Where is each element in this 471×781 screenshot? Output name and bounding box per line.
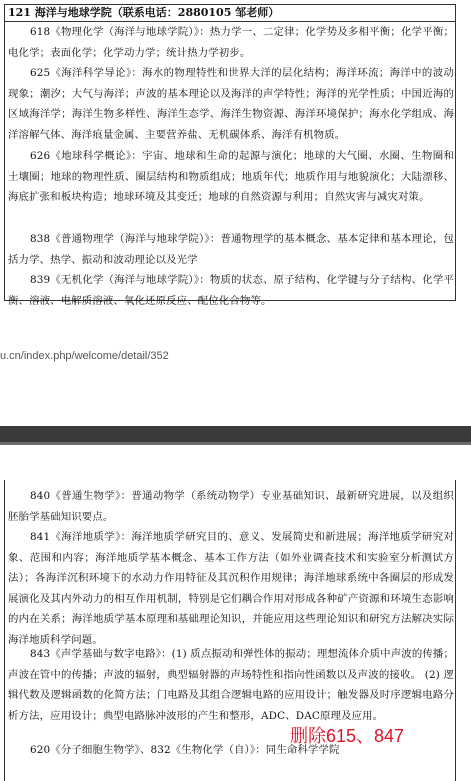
document-page-top bbox=[0, 0, 471, 330]
page-gap bbox=[0, 368, 471, 426]
page-separator-shadow bbox=[0, 442, 471, 445]
college-header: 121 海洋与地球学院（联系电话：2880105 邹老师） bbox=[4, 4, 456, 22]
course-626: 626《地球科学概论》：宇宙、地球和生命的起源与演化；地球的大气圈、水圈、生物圈和土壤圈；地球的物理性质、圈层结构和物质组成；地质年代；地质作用与地貌演化；大陆漂移、海底扩张和板块构造；地球环境及其变迁；地球的自然资源与利用；自然灾害与减灾对策。 bbox=[8, 150, 454, 204]
course-838: 838《普通物理学（海洋与地球学院）》：普通物理学的基本概念、基本定律和基本理论，包括力学、热学、振动和波动理论以及光学 bbox=[8, 233, 454, 266]
course-620-832: 620《分子细胞生物学》、832《生物化学（自）》：同生命科学学院 bbox=[30, 744, 340, 756]
page-separator bbox=[0, 426, 471, 442]
handwritten-annotation: 删除615、847 bbox=[290, 726, 405, 746]
course-625: 625《海洋科学导论》：海水的物理特性和世界大洋的层化结构；海洋环流；海洋中的波动现象；潮汐；大气与海洋；声波的基本理论以及海洋的声学特性；海洋的光学性质；中国近海的区域海洋学；海洋生物多样性、海洋生态学、海洋生物资源、海洋环境保护；海水化学组成、海洋溶解气体、海洋痕量金属、主要营养盐、无机碳体系、海洋有机物质。 bbox=[8, 67, 454, 141]
course-843: 843《声学基础与数字电路》：(1) 质点振动和弹性体的振动；理想流体介质中声波的传播；声波在管中的传播；声波的辐射，典型辐射器的声场特性和指向性函数以及声波的接收。 (2) 逻辑代数及逻辑函数的化简方法；门电路及其组合逻辑电路的应用设计；触发器及时序逻辑电路分析方法，应用设计；典型电路脉冲波形的产生和整形，ADC、DAC原理及应用。 bbox=[8, 648, 454, 722]
course-839: 839《无机化学（海洋与地球学院）》：物质的状态、原子结构、化学键与分子结构、化学平衡、溶液、电解质溶液、氧化还原反应、配位化合物等。 bbox=[8, 274, 454, 307]
course-840: 840《普通生物学》：普通动物学（系统动物学）专业基础知识、最新研究进展，以及组织胚胎学基础知识要点。 bbox=[8, 490, 454, 523]
source-url: u.cn/index.php/welcome/detail/352 bbox=[0, 350, 169, 362]
course-618: 618《物理化学（海洋与地球学院）》：热力学一、二定律；化学势及多相平衡；化学平衡；电化学；表面化学；化学动力学；统计热力学初步。 bbox=[8, 26, 454, 59]
course-841: 841《海洋地质学》：海洋地质学研究目的、意义、发展简史和新进展；海洋地质学研究对象、范围和内容；海洋地质学基本概念、基本工作方法（如外业调查技术和实验室分析测试方法）；各海洋沉积环境下的水动力作用特征及其沉积作用规律；海洋地球系统中各圈层的形成发展演化及其内外动力的相互作用机制，特别是它们耦合作用对形成各种矿产资源和环境生态影响的内在关系；海洋地质学基本原理和基础理论知识，并能应用这些理论知识和研究方法解决实际海洋地质科学问题。 bbox=[8, 531, 454, 646]
